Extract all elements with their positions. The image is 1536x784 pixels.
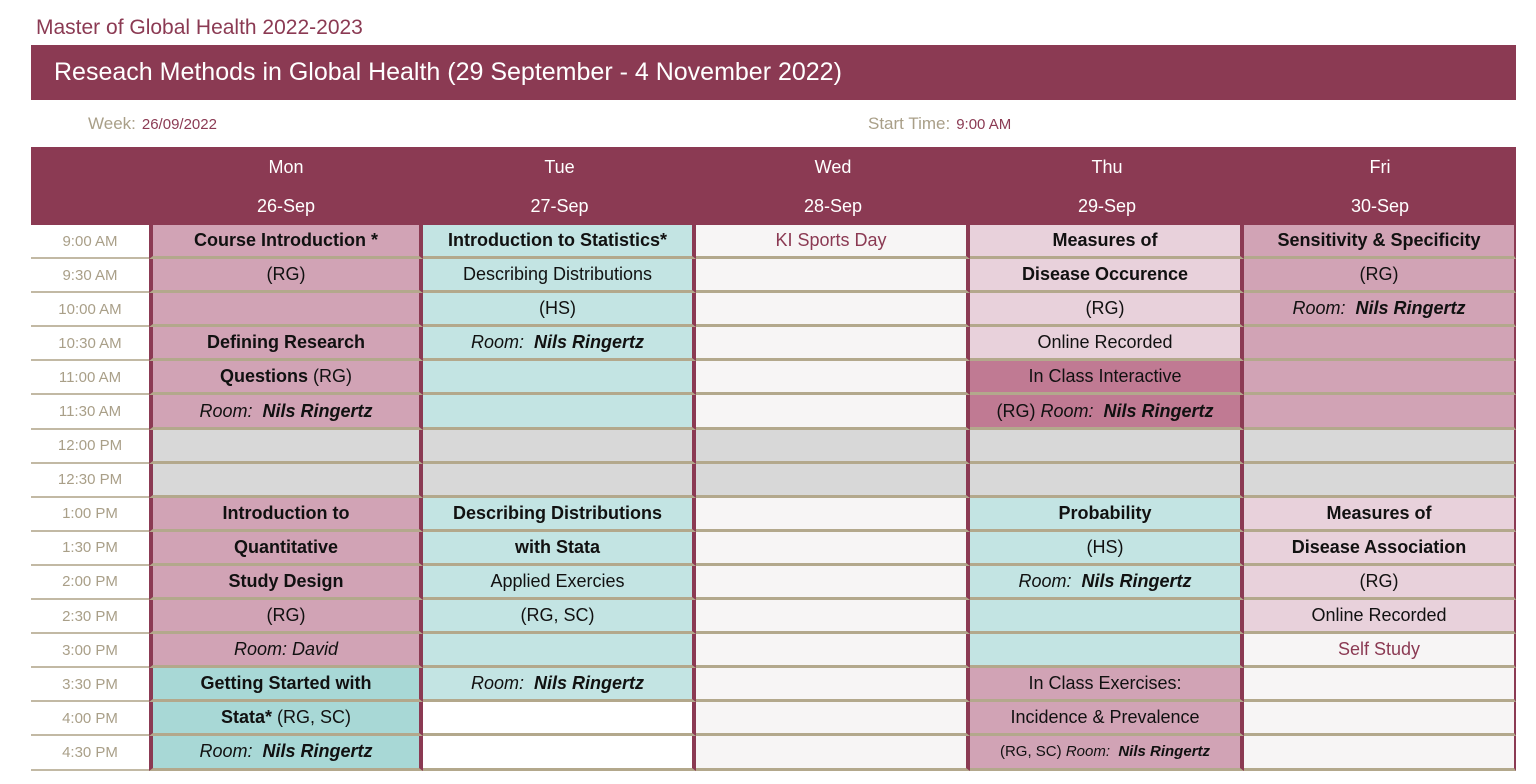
wed-free-slot[interactable] <box>696 634 970 668</box>
thu-empty-slot[interactable] <box>970 600 1244 634</box>
room-name: Nils Ringertz <box>1081 570 1192 591</box>
fri-self-study[interactable]: Self Study <box>1244 634 1516 668</box>
mon-course-introduction[interactable]: Course Introduction * <box>149 225 423 259</box>
tue-lunch-slot <box>423 464 696 498</box>
time-slot: 4:00 PM <box>31 702 149 736</box>
mon-defining-research[interactable]: Defining Research <box>149 327 423 361</box>
mon-questions-group: (RG) <box>308 366 352 387</box>
mon-empty-slot[interactable] <box>149 293 423 327</box>
course-banner: Reseach Methods in Global Health (29 September - 4 November 2022) <box>31 45 1516 100</box>
mon-getting-started-stata[interactable]: Getting Started with <box>149 668 423 702</box>
time-slot: 4:30 PM <box>31 736 149 770</box>
mon-room-stata[interactable] <box>149 736 423 770</box>
room-label: Room: <box>470 332 524 353</box>
header-corner <box>31 147 149 225</box>
day-date-mon: 26-Sep <box>149 187 423 225</box>
thu-lunch-slot <box>970 464 1244 498</box>
thu-probability[interactable]: Probability <box>970 498 1244 532</box>
room-label: Room: <box>1018 570 1072 591</box>
room-label: Room: <box>199 400 253 421</box>
fri-free-slot[interactable] <box>1244 736 1516 770</box>
tue-describing-distributions-stata[interactable]: Describing Distributions <box>423 498 696 532</box>
program-title: Master of Global Health 2022-2023 <box>36 16 363 39</box>
time-slot: 12:30 PM <box>31 464 149 498</box>
wed-free-slot[interactable] <box>696 702 970 736</box>
mon-group-rg[interactable]: (RG) <box>149 259 423 293</box>
fri-room-morning[interactable] <box>1244 293 1516 327</box>
mon-stata-group: (RG, SC) <box>272 707 352 728</box>
wed-free-slot[interactable] <box>696 293 970 327</box>
thu-room-exercises[interactable] <box>970 736 1244 770</box>
week-label: Week: <box>88 114 136 133</box>
room-label: Room: <box>1292 298 1346 319</box>
time-slot: 1:00 PM <box>31 498 149 532</box>
wed-free-slot[interactable] <box>696 600 970 634</box>
room-name: Nils Ringertz <box>534 673 645 694</box>
wed-free-slot[interactable] <box>696 532 970 566</box>
fri-empty-slot[interactable] <box>1244 361 1516 395</box>
time-slot: 9:00 AM <box>31 225 149 259</box>
fri-lunch-slot <box>1244 464 1516 498</box>
fri-online-recorded[interactable]: Online Recorded <box>1244 600 1516 634</box>
day-date-thu: 29-Sep <box>970 187 1244 225</box>
week-field <box>88 114 217 134</box>
fri-empty-slot[interactable] <box>1244 327 1516 361</box>
tue-free-slot[interactable] <box>423 702 696 736</box>
mon-questions[interactable] <box>149 361 423 395</box>
time-slot: 10:00 AM <box>31 293 149 327</box>
fri-sensitivity-specificity[interactable]: Sensitivity & Specificity <box>1244 225 1516 259</box>
start-time-label: Start Time: <box>868 114 951 133</box>
wed-free-slot[interactable] <box>696 566 970 600</box>
wed-free-slot[interactable] <box>696 259 970 293</box>
time-slot: 1:30 PM <box>31 532 149 566</box>
room-name: Nils Ringertz <box>1118 743 1211 761</box>
tue-room-afternoon[interactable] <box>423 668 696 702</box>
room-name: Nils Ringertz <box>1355 298 1466 319</box>
tue-with-stata[interactable]: with Stata <box>423 532 696 566</box>
thu-disease-occurence[interactable]: Disease Occurence <box>970 259 1244 293</box>
tue-empty-slot[interactable] <box>423 634 696 668</box>
room-label: Room: <box>199 741 253 762</box>
fri-free-slot[interactable] <box>1244 702 1516 736</box>
wed-free-slot[interactable] <box>696 498 970 532</box>
wed-lunch-slot <box>696 430 970 464</box>
mon-intro-to[interactable]: Introduction to <box>149 498 423 532</box>
thu-lunch-slot <box>970 430 1244 464</box>
wed-free-slot[interactable] <box>696 736 970 770</box>
tue-lunch-slot <box>423 430 696 464</box>
day-name-thu: Thu <box>970 147 1244 187</box>
wed-free-slot[interactable] <box>696 668 970 702</box>
tue-free-slot[interactable] <box>423 736 696 770</box>
room-name: Nils Ringertz <box>1103 400 1214 421</box>
thu-online-recorded[interactable]: Online Recorded <box>970 327 1244 361</box>
thu-in-class-interactive[interactable]: In Class Interactive <box>970 361 1244 395</box>
time-slot: 2:00 PM <box>31 566 149 600</box>
tue-intro-statistics[interactable]: Introduction to Statistics* <box>423 225 696 259</box>
day-date-tue: 27-Sep <box>423 187 696 225</box>
mon-study-design[interactable]: Study Design <box>149 566 423 600</box>
thu-room-afternoon[interactable] <box>970 566 1244 600</box>
thu-empty-slot[interactable] <box>970 634 1244 668</box>
mon-lunch-slot <box>149 430 423 464</box>
thu-group-label: (RG) <box>996 400 1041 421</box>
wed-lunch-slot <box>696 464 970 498</box>
fri-group-rg-afternoon[interactable]: (RG) <box>1244 566 1516 600</box>
time-slot: 9:30 AM <box>31 259 149 293</box>
time-slot: 12:00 PM <box>31 430 149 464</box>
time-slot: 3:30 PM <box>31 668 149 702</box>
day-date-wed: 28-Sep <box>696 187 970 225</box>
mon-room-morning[interactable] <box>149 395 423 429</box>
fri-empty-slot[interactable] <box>1244 395 1516 429</box>
fri-measures-of[interactable]: Measures of <box>1244 498 1516 532</box>
day-name-fri: Fri <box>1244 147 1516 187</box>
mon-lunch-slot <box>149 464 423 498</box>
thu-in-class-exercises[interactable]: In Class Exercises: <box>970 668 1244 702</box>
day-name-tue: Tue <box>423 147 696 187</box>
thu-measures-of[interactable]: Measures of <box>970 225 1244 259</box>
tue-group-rg-sc[interactable]: (RG, SC) <box>423 600 696 634</box>
mon-room-david[interactable]: Room: David <box>149 634 423 668</box>
tue-describing-distributions[interactable]: Describing Distributions <box>423 259 696 293</box>
schedule-grid <box>31 147 1516 771</box>
tue-group-hs[interactable]: (HS) <box>423 293 696 327</box>
wed-free-slot[interactable] <box>696 327 970 361</box>
room-label: Room: <box>470 673 524 694</box>
tue-empty-slot[interactable] <box>423 361 696 395</box>
time-slot: 10:30 AM <box>31 327 149 361</box>
wed-ki-sports-day[interactable]: KI Sports Day <box>696 225 970 259</box>
start-time-value[interactable]: 9:00 AM <box>956 116 1012 133</box>
day-name-mon: Mon <box>149 147 423 187</box>
mon-quantitative[interactable]: Quantitative <box>149 532 423 566</box>
thu-group-label: (RG, SC) <box>999 743 1066 761</box>
mon-questions-title: Questions <box>219 366 308 387</box>
week-value[interactable]: 26/09/2022 <box>141 116 217 133</box>
tue-applied-exercises[interactable]: Applied Exercies <box>423 566 696 600</box>
time-slot: 2:30 PM <box>31 600 149 634</box>
day-date-fri: 30-Sep <box>1244 187 1516 225</box>
room-name: Nils Ringertz <box>534 332 645 353</box>
fri-disease-association[interactable]: Disease Association <box>1244 532 1516 566</box>
thu-room-morning[interactable] <box>970 395 1244 429</box>
mon-group-rg-afternoon[interactable]: (RG) <box>149 600 423 634</box>
mon-stata-title: Stata* <box>220 707 273 728</box>
room-label: Room: <box>1040 400 1094 421</box>
time-slot: 3:00 PM <box>31 634 149 668</box>
start-time-field <box>868 114 1011 134</box>
fri-group-rg[interactable]: (RG) <box>1244 259 1516 293</box>
day-name-wed: Wed <box>696 147 970 187</box>
time-slot: 11:00 AM <box>31 361 149 395</box>
fri-free-slot[interactable] <box>1244 668 1516 702</box>
thu-incidence-prevalence[interactable]: Incidence & Prevalence <box>970 702 1244 736</box>
thu-group-rg[interactable]: (RG) <box>970 293 1244 327</box>
fri-lunch-slot <box>1244 430 1516 464</box>
thu-group-hs[interactable]: (HS) <box>970 532 1244 566</box>
room-name: Nils Ringertz <box>262 400 373 421</box>
mon-stata-groups[interactable] <box>149 702 423 736</box>
tue-empty-slot[interactable] <box>423 395 696 429</box>
room-label: Room: <box>1065 743 1110 761</box>
room-name: Nils Ringertz <box>262 741 373 762</box>
wed-free-slot[interactable] <box>696 395 970 429</box>
tue-room-morning[interactable] <box>423 327 696 361</box>
time-slot: 11:30 AM <box>31 395 149 429</box>
wed-free-slot[interactable] <box>696 361 970 395</box>
